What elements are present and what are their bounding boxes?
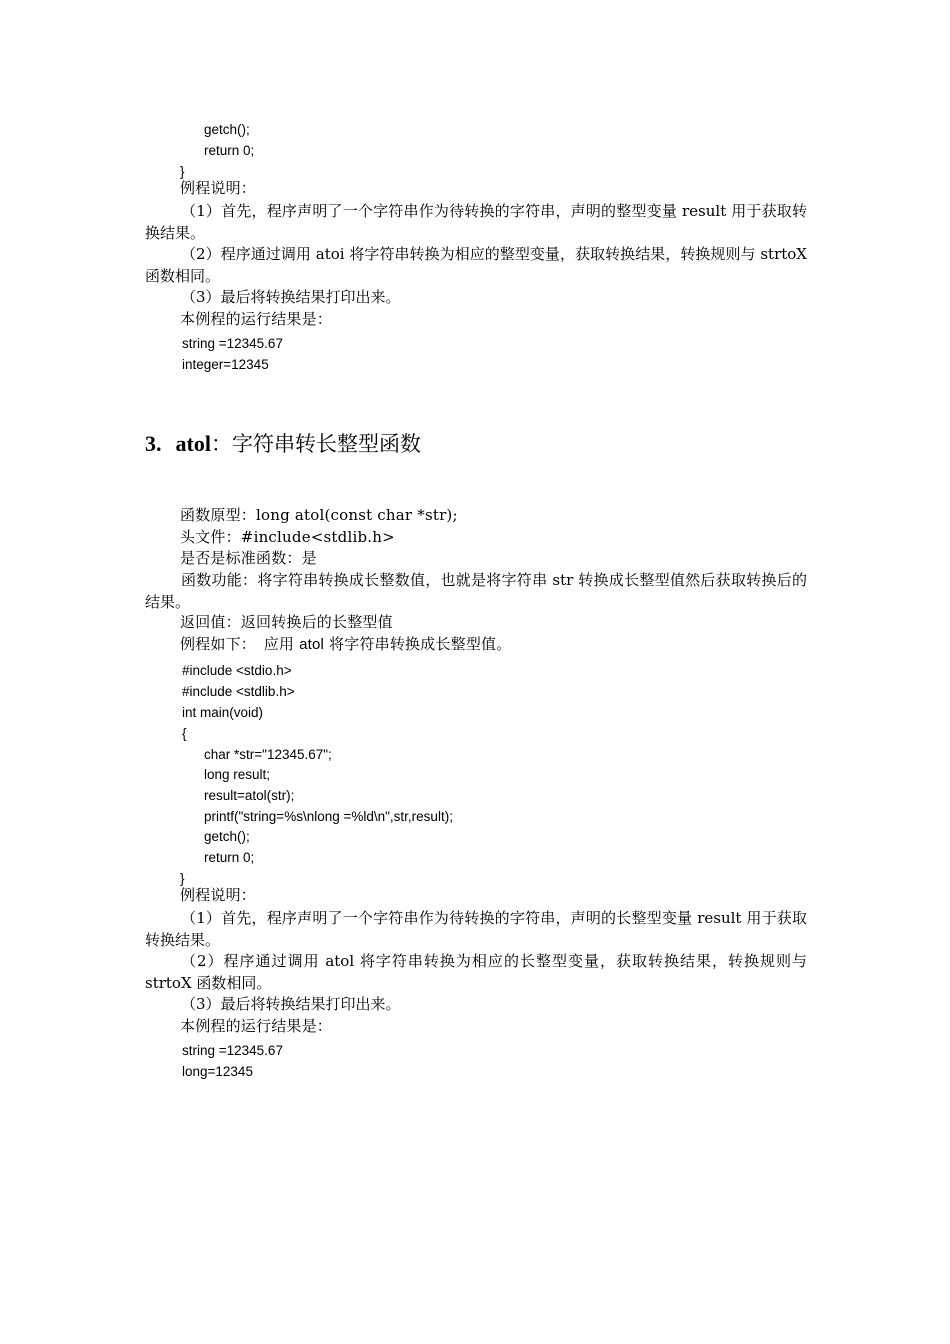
section-heading [145,430,421,458]
header-file: 头文件：#include<stdlib.h> [180,528,395,546]
result-label: 本例程的运行结果是： [180,310,333,328]
code-line: #include <stdio.h> [182,663,292,678]
explanation-item: （3）最后将转换结果打印出来。 [181,995,401,1013]
output-line: integer=12345 [182,357,269,372]
example-intro-func: atol [299,636,325,653]
output-line: string =12345.67 [182,1043,283,1058]
code-line: return 0; [204,850,255,865]
code-line: } [180,164,185,179]
example-intro-suffix: 将字符串转换成长整型值。 [324,635,512,653]
output-line: long=12345 [182,1064,253,1079]
code-line: long result; [204,767,271,782]
example-intro [180,634,511,655]
standard-function: 是否是标准函数：是 [180,549,317,567]
code-line: printf("string=%s\nlong =%ld\n",str,result); [204,809,453,824]
code-line: #include <stdlib.h> [182,684,295,699]
return-value: 返回值：返回转换后的长整型值 [180,613,393,631]
code-line: int main(void) [182,705,264,720]
code-line: { [182,726,187,741]
code-line: getch(); [204,829,250,844]
output-line: string =12345.67 [182,336,283,351]
code-line: } [180,871,185,886]
section-colon: ： [210,432,232,456]
code-line: getch(); [204,122,250,137]
section-title: 字符串转长整型函数 [231,432,421,456]
example-explanation-label: 例程说明： [180,179,257,197]
example-explanation-label: 例程说明： [180,886,257,904]
example-intro-prefix: 例程如下： 应用 [180,635,300,653]
section-number: 3. [145,431,162,456]
explanation-item: （2）程序通过调用 atol 将字符串转换为相应的长整型变量，获取转换结果，转换规则与 strtoX 函数相同。 [145,952,807,992]
function-description: 函数功能：将字符串转换成长整数值，也就是将字符串 str 转换成长整型值然后获取转换后的结果。 [145,571,807,611]
result-label: 本例程的运行结果是： [180,1017,333,1035]
code-line: result=atol(str); [204,788,295,803]
code-line: char *str="12345.67"; [204,747,332,762]
function-prototype: 函数原型：long atol(const char *str); [180,506,458,524]
section-func-name: atol [175,431,211,456]
explanation-item: （3）最后将转换结果打印出来。 [181,288,401,306]
explanation-item: （1）首先，程序声明了一个字符串作为待转换的字符串，声明的整型变量 result 用于获取转换结果。 [145,202,807,242]
explanation-item: （2）程序通过调用 atoi 将字符串转换为相应的整型变量，获取转换结果，转换规则与 strtoX 函数相同。 [145,245,807,285]
code-line: return 0; [204,143,255,158]
explanation-item: （1）首先，程序声明了一个字符串作为待转换的字符串，声明的长整型变量 result 用于获取转换结果。 [145,909,807,949]
